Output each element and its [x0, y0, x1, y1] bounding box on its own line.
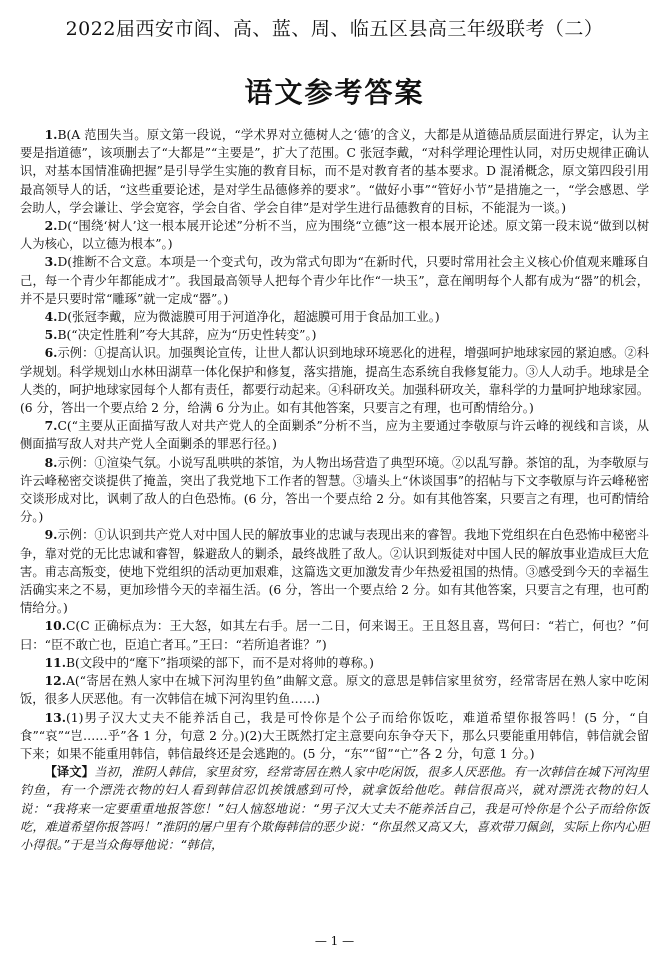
answer-item: 12.A(“寄居在熟人家中在城下河沟里钓鱼”曲解文意。原文的意思是韩信家里贫穷，经常寄居在熟人家中吃闲饭，很多人厌恶他。有一次韩信在城下河沟里钓鱼……) [20, 673, 649, 707]
answer-item: 5.B(“决定性胜利”夸大其辞，应为“历史性转变”。) [44, 327, 317, 343]
translation-text: 当初，淮阴人韩信，家里贫穷，经常寄居在熟人家中吃闲饭，很多人厌恶他。有一次韩信在城下河沟里钓鱼，有一个漂洗衣物的妇人看到韩信忍饥挨饿感到可怜，就拿饭给他吃。韩信很高兴，就对漂洗衣物的妇人说：“我将来一定要重重地报答您！”妇人恼怒地说：“男子汉大丈夫不能养活自己，我是可怜你是个公子而给你饭吃，难道希望你报答吗！”淮阴的屠户里有个欺侮韩信的恶少说：“你虽然又高又大，喜欢带刀佩剑，实际上你内心胆小得很。”于是当众侮辱他说：“韩信， [20, 765, 649, 852]
answer-item: 6.示例：①提高认识。加强舆论宣传，让世人都认识到地球环境恶化的进程，增强呵护地球家园的紧迫感。②科学规划。科学规划山水林田湖草一体化保护和修复，落实措施，提高生态系统自我修复能力。③人人动手。地球是全人类的，呵护地球家园每个人都有责任，都要行动起来。④科研攻关。加强科研攻关，靠科学的力量呵护地球家园。(6 分，答出一个要点给 2 分，给满 6 分为止。如有其他答案，只要言之有理，也可酌情给分。) [20, 345, 649, 416]
answer-item: 9.示例：①认识到共产党人对中国人民的解放事业的忠诚与表现出来的睿智。我地下党组织在白色恐怖中秘密斗争，靠对党的无比忠诚和睿智，躲避敌人的剿杀，最终战胜了敌人。②认识到叛徒对中国人民的解放事业造成巨大危害。甫志高叛变，使地下党组织的活动更加艰难，这篇选文更加激发青少年热爱祖国的热情。③感受到今天的幸福生活确实来之不易，更加珍惜今天的幸福生活。(6 分，答出一个要点给 2 分。如有其他答案，只要言之有理，也可酌情给分。) [20, 527, 649, 616]
answer-item: 7.C(“主要从正面描写敌人对共产党人的全面剿杀”分析不当，应为主要通过李敬原与许云峰的视线和言谈，从侧面描写敌人对共产党人全面剿杀的罪恶行径。) [20, 418, 649, 452]
exam-header: 2022届西安市阎、高、蓝、周、临五区县高三年级联考（二） [65, 18, 604, 40]
answer-item: 10.C(C 正确标点为：王大怒，如其左右手。居一二日，何来谒王。王且怒且喜，骂何曰：“若亡，何也？”何曰：“臣不敢亡也，臣追亡者耳。”王曰：“若所追者谁？”) [20, 618, 649, 652]
answer-item: 4.D(张冠李戴，应为微滤膜可用于河道净化，超滤膜可用于食品加工业。) [44, 309, 440, 325]
answer-item: 2.D(“围绕‘树人’这一根本展开论述”分析不当，应为围绕“立德”这一根本展开论述。原文第一段末说“做到以树人为核心，以立德为根本”。) [20, 218, 649, 252]
answer-item: 8.示例：①渲染气氛。小说写乱哄哄的茶馆，为人物出场营造了典型环境。②以乱写静。茶馆的乱，为李敬原与许云峰秘密交谈提供了掩盖，突出了我党地下工作者的智慧。③墙头上“休谈国事”的招帖与下文李敬原与许云峰秘密交谈形成对比，讽刺了敌人的白色恐怖。(6 分，答出一个要点给 2 分。如有其他答案，只要言之有理，也可酌情给分。) [20, 454, 649, 525]
answer-content [20, 126, 649, 854]
translation-label: 【译文】 [44, 764, 94, 780]
page-number: — 1 — [314, 934, 355, 948]
answer-item: 1.B(A 范围失当。原文第一段说，“学术界对立德树人之‘德’的含义，大都是从道德品质层面进行界定，认为主要是指道德”，该项删去了“大都是”“主要是”，扩大了范围。C 张冠李戴，“对科学理论理性认同，对历史规律正确认识，对基本国情准确把握”是引导学生实施的教育目标，而不是对教育者的基本要求。D 混淆概念，原文第四段引用最高领导人的话，“这些重要论述，是对学生品德修养的要求”。“做好小事”“管好小节”是措施之一，“学会感恩、学会助人，学会谦让、学会宽容，学会自省、学会自律”是对学生进行品德教育的目标，不能混为一谈。) [20, 127, 649, 215]
answer-item: 3.D(推断不合文意。本项是一个变式句，改为常式句即为“在新时代，只要时常用社会主义核心价值观来雕琢自己，每一个青少年都能成才”。我国最高领导人把每个青少年比作“一块玉”，意在阐明每个人都有成为“器”的机会，并不是只要时常“雕琢”就一定成“器”。) [20, 254, 649, 306]
page-title: 语文参考答案 [244, 76, 425, 109]
answer-item: 11.B(文段中的“麾下”指项梁的部下，而不是对将帅的尊称。) [44, 654, 374, 670]
answer-item: 13.(1)男子汉大丈夫不能养活自己，我是可怜你是个公子而给你饭吃，难道希望你报答吗！(5 分，“自食”“哀”“岂……乎”各 1 分，句意 2 分。)(2)大王既然打定主意要向东争夺天下，那么只要能重用韩信，韩信就会留下来；如果不能重用韩信，韩信最终还是会逃跑的。(5 分，“东”“留”“亡”各 2 分，句意 1 分。) [20, 709, 649, 761]
translation-paragraph [20, 763, 649, 854]
